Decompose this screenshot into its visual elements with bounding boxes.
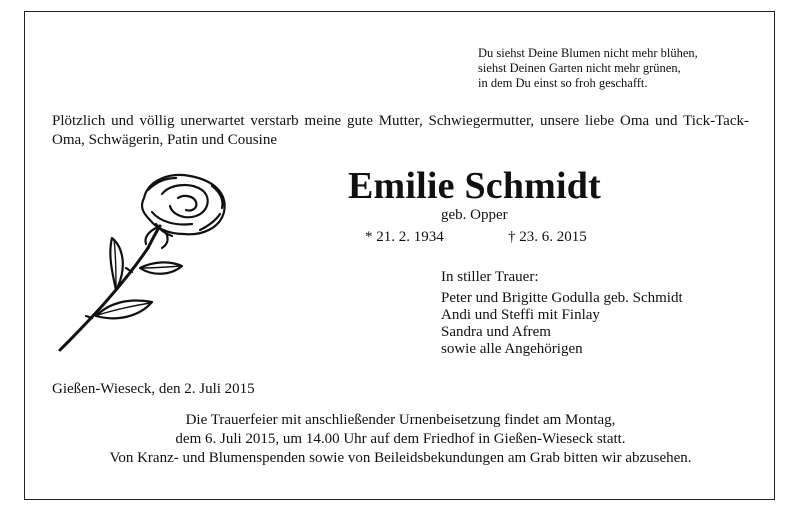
notice-line: dem 6. Juli 2015, um 14.00 Uhr auf dem Friedhof in Gießen-Wieseck statt. [175, 431, 626, 447]
place-date: Gießen-Wieseck, den 2. Juli 2015 [52, 381, 255, 397]
birth-date: * 21. 2. 1934 [365, 229, 444, 245]
poem [478, 46, 698, 91]
mourners-heading: In stiller Trauer: [441, 269, 539, 285]
rose-icon [52, 168, 252, 358]
mourner-line: Sandra und Afrem [441, 324, 551, 340]
poem-line: in dem Du einst so froh geschafft. [478, 76, 648, 90]
notice-line: Von Kranz- und Blumenspenden sowie von Beileidsbekundungen am Grab bitten wir abzusehen. [109, 450, 692, 466]
mourner-line: Peter und Brigitte Godulla geb. Schmidt [441, 290, 683, 306]
mourner-line: sowie alle Angehörigen [441, 341, 583, 357]
funeral-notice [52, 411, 749, 468]
poem-line: Du siehst Deine Blumen nicht mehr blühen, [478, 46, 698, 60]
mourner-line: Andi und Steffi mit Finlay [441, 307, 600, 323]
intro-text: Plötzlich und völlig unerwartet verstarb meine gute Mutter, Schwiegermutter, unsere liebe Oma und Tick-Tack-Oma, Schwägerin, Patin und Cousine [52, 113, 749, 148]
death-date: † 23. 6. 2015 [508, 229, 587, 245]
deceased-name: Emilie Schmidt [348, 165, 601, 207]
notice-line: Die Trauerfeier mit anschließender Urnenbeisetzung findet am Montag, [185, 412, 616, 428]
birth-name: geb. Opper [441, 207, 508, 223]
mourners-block [441, 269, 683, 358]
poem-line: siehst Deinen Garten nicht mehr grünen, [478, 61, 681, 75]
